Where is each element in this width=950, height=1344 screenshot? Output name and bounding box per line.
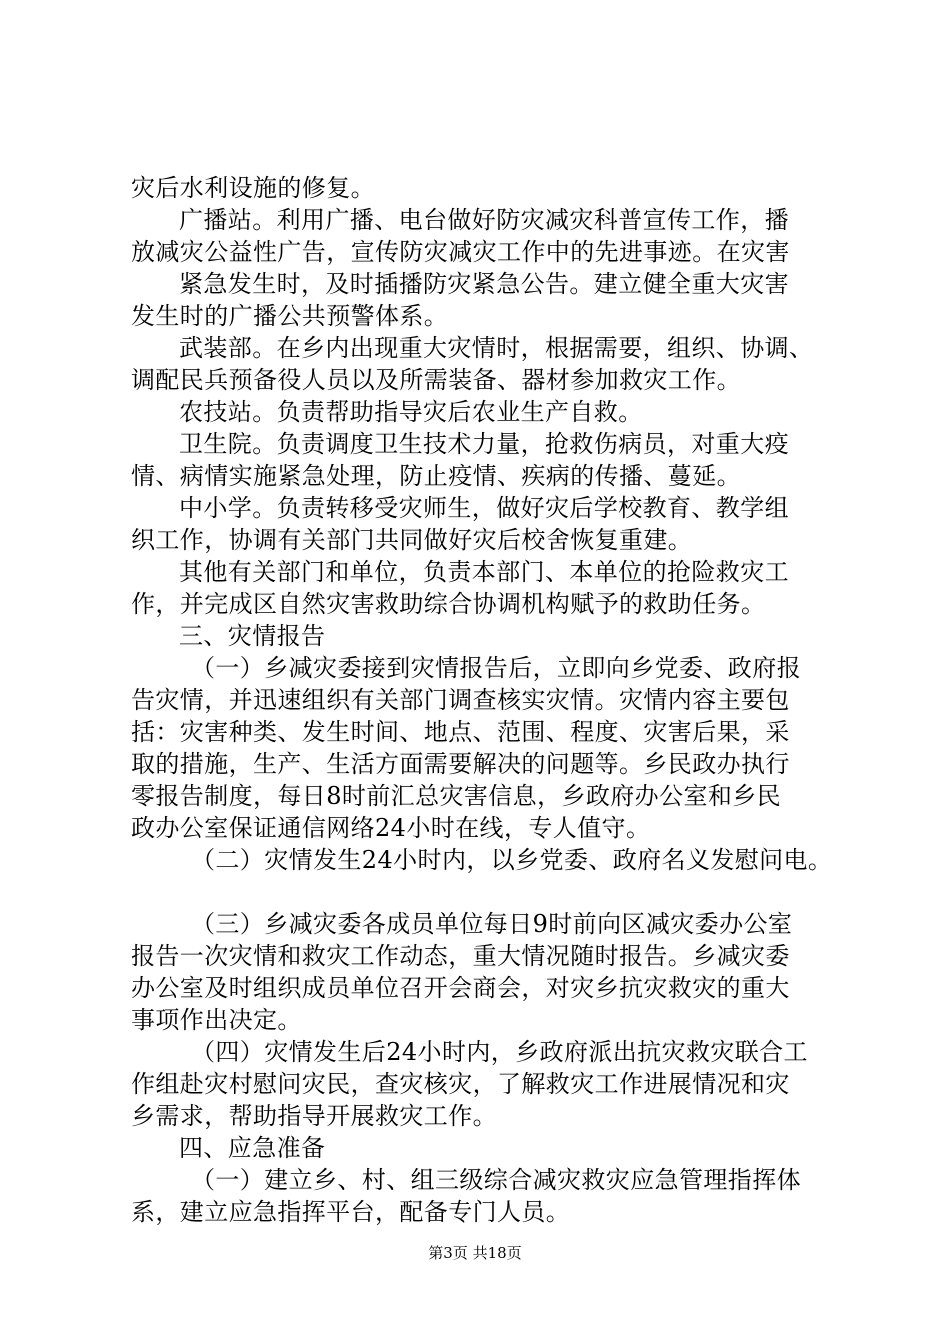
text-line: 事项作出决定。 xyxy=(131,1006,302,1034)
text-line: 乡需求，帮助指导开展救灾工作。 xyxy=(131,1102,497,1130)
text-line: 紧急发生时，及时插播防灾紧急公告。建立健全重大灾害 xyxy=(179,270,789,298)
text-line: （四）灾情发生后24小时内，乡政府派出抗灾救灾联合工 xyxy=(191,1038,808,1066)
text-line: 卫生院。负责调度卫生技术力量，抢救伤病员，对重大疫 xyxy=(179,430,789,458)
text-line: 农技站。负责帮助指导灾后农业生产自救。 xyxy=(179,398,643,426)
text-line: 灾后水利设施的修复。 xyxy=(131,174,375,202)
text-line: 放减灾公益性广告，宣传防灾减灾工作中的先进事迹。在灾害 xyxy=(131,238,790,266)
text-line: 广播站。利用广播、电台做好防灾减灾科普宣传工作，播 xyxy=(179,206,789,234)
page-number-footer: 第3页 共18页 xyxy=(428,1244,522,1262)
text-line: 织工作，协调有关部门共同做好灾后校舍恢复重建。 xyxy=(131,526,693,554)
text-line: 括：灾害种类、发生时间、地点、范围、程度、灾害后果，采 xyxy=(131,718,790,746)
text-line: （一）乡减灾委接到灾情报告后，立即向乡党委、政府报 xyxy=(191,654,801,682)
text-line: 武装部。在乡内出现重大灾情时，根据需要，组织、协调、 xyxy=(179,334,814,362)
text-line: （三）乡减灾委各成员单位每日9时前向区减灾委办公室 xyxy=(191,910,793,938)
text-line: 零报告制度，每日8时前汇总灾害信息，乡政府办公室和乡民 xyxy=(131,782,782,810)
text-line: 发生时的广播公共预警体系。 xyxy=(131,302,449,330)
text-line: 政办公室保证通信网络24小时在线，专人值守。 xyxy=(131,814,651,842)
text-line: 作，并完成区自然灾害救助综合协调机构赋予的救助任务。 xyxy=(131,590,766,618)
text-line: 调配民兵预备役人员以及所需装备、器材参加救灾工作。 xyxy=(131,366,741,394)
text-line: 作组赴灾村慰问灾民，查灾核灾，了解救灾工作进展情况和灾 xyxy=(131,1070,790,1098)
text-line: （二）灾情发生24小时内，以乡党委、政府名义发慰问电。 xyxy=(191,846,833,874)
text-line: 报告一次灾情和救灾工作动态，重大情况随时报告。乡减灾委 xyxy=(131,942,790,970)
section-heading: 四、应急准备 xyxy=(179,1134,326,1162)
text-line: 办公室及时组织成员单位召开会商会，对灾乡抗灾救灾的重大 xyxy=(131,974,790,1002)
text-line: 其他有关部门和单位，负责本部门、本单位的抢险救灾工 xyxy=(179,558,789,586)
text-line: 情、病情实施紧急处理，防止疫情、疾病的传播、蔓延。 xyxy=(131,462,741,490)
text-line: 取的措施，生产、生活方面需要解决的问题等。乡民政办执行 xyxy=(131,750,790,778)
section-heading: 三、灾情报告 xyxy=(179,622,326,650)
text-line: （一）建立乡、村、组三级综合减灾救灾应急管理指挥体 xyxy=(191,1166,801,1194)
text-line: 告灾情，并迅速组织有关部门调查核实灾情。灾情内容主要包 xyxy=(131,686,790,714)
text-line: 系，建立应急指挥平台，配备专门人员。 xyxy=(131,1198,571,1226)
text-line: 中小学。负责转移受灾师生，做好灾后学校教育、教学组 xyxy=(179,494,789,522)
